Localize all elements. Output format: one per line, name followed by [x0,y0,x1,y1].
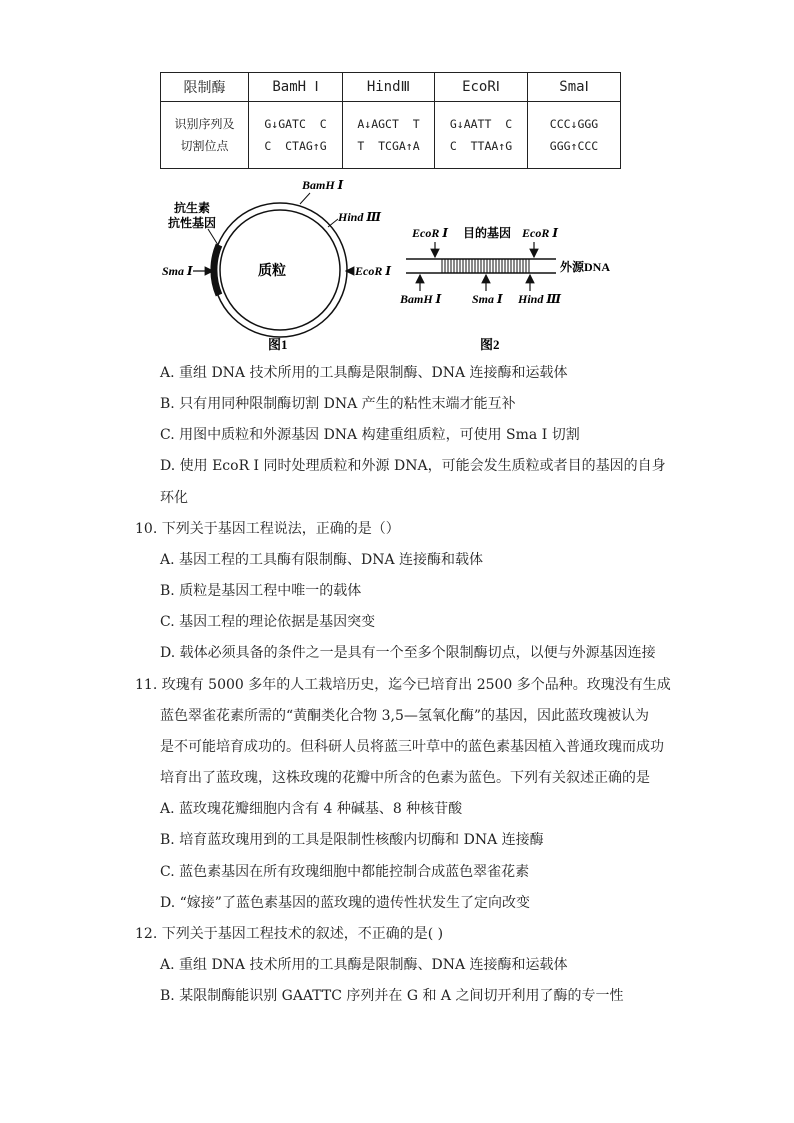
table-site-row [161,102,621,169]
fig1-antibiotic-label-1: 抗生素 [174,201,211,215]
site-hind [343,102,435,169]
fig1-plasmid-label: 质粒 [258,264,286,279]
fig1-hind-pointer [328,219,338,227]
row-label-line2: 切割位点 [180,139,229,153]
fig1-antibiotic-label-2: 抗性基因 [168,216,217,230]
q11-stem-line2: 蓝色翠雀花素所需的“黄酮类化合物 3,5—氢氧化酶”的基因，因此蓝玫瑰被认为 [160,708,650,724]
enzyme-name-ecor: EcoRⅠ [435,73,528,102]
q12-stem: 12. 下列关于基因工程技术的叙述，不正确的是( ) [135,926,444,942]
fig2-foreign-dna-label: 外源DNA [560,260,610,274]
table-header-label: 限制酶 [161,73,249,102]
q10-option-a: A. 基因工程的工具酶有限制酶、DNA 连接酶和载体 [160,552,484,568]
fig1-sma-label: Sma Ⅰ [162,264,193,278]
site-hind-bottom: T TCGA↑A [357,139,420,153]
enzyme-name-bamh: BamH Ⅰ [249,73,343,102]
antibiotic-gene-segment [214,245,219,295]
fig2-hind-label: Hind Ⅲ [518,292,561,306]
site-sma [528,102,621,169]
plasmid-and-dna-figure [150,175,630,355]
site-bamh [249,102,343,169]
fig1-hind-label: Hind Ⅲ [338,210,381,224]
q12-option-a: A. 重组 DNA 技术所用的工具酶是限制酶、DNA 连接酶和运载体 [160,957,568,973]
fig1-antibiotic-pointer [208,229,218,245]
fig2-target-gene-label: 目的基因 [463,226,512,240]
restriction-enzyme-table [160,72,621,169]
site-ecor [435,102,528,169]
q11-stem-line4: 培育出了蓝玫瑰，这株玫瑰的花瓣中所含的色素为蓝色。下列有关叙述正确的是 [160,770,650,786]
fig1-bamh-pointer [300,193,310,204]
site-bamh-top: G↓GATC C [264,117,327,131]
target-gene-region [442,259,529,273]
q11-stem-line3: 是不可能培育成功的。但科研人员将蓝三叶草中的蓝色素基因植入普通玫瑰而成功 [160,739,664,755]
enzyme-name-sma: SmaⅠ [528,73,621,102]
fig1-caption: 图1 [268,337,288,352]
fig2-ecor-right-label: EcoR Ⅰ [522,226,558,240]
fig2-ecor-left-label: EcoR Ⅰ [412,226,448,240]
figure2-foreign-dna [399,225,610,352]
q10-option-b: B. 质粒是基因工程中唯一的载体 [160,583,362,599]
site-ecor-top: G↓AATT C [449,117,513,131]
table-row-label [161,102,249,169]
enzyme-name-hind: HindⅢ [343,73,435,102]
q11-option-c: C. 蓝色素基因在所有玫瑰细胞中都能控制合成蓝色翠雀花素 [160,864,530,880]
table-header-row [161,73,621,102]
fig2-sma-label: Sma Ⅰ [472,292,503,306]
q10-option-c: C. 基因工程的理论依据是基因突变 [160,614,376,630]
site-sma-bottom: GGG↑CCC [549,139,599,153]
figure1-plasmid [162,178,391,352]
q9-option-b: B. 只有用同种限制酶切割 DNA 产生的粘性末端才能互补 [160,396,516,412]
q10-option-d: D. 载体必须具备的条件之一是具有一个至多个限制酶切点，以便与外源基因连接 [160,645,656,661]
q11-option-a: A. 蓝玫瑰花瓣细胞内含有 4 种碱基、8 种核苷酸 [160,801,463,817]
q12-option-b: B. 某限制酶能识别 GAATTC 序列并在 G 和 A 之间切开利用了酶的专一性 [160,988,624,1004]
site-ecor-bottom: C TTAA↑G [449,139,513,153]
fig2-bamh-label: BamH Ⅰ [400,292,442,306]
q11-option-d: D. “嫁接”了蓝色素基因的蓝玫瑰的遗传性状发生了定向改变 [160,895,530,911]
site-hind-top: A↓AGCT T [357,117,420,131]
site-bamh-bottom: C CTAG↑G [264,139,327,153]
fig1-bamh-label: BamH Ⅰ [302,178,344,192]
q10-stem: 10. 下列关于基因工程说法，正确的是（） [135,521,400,537]
q9-option-d-cont: 环化 [160,490,188,506]
fig2-caption: 图2 [480,337,500,352]
site-sma-top: CCC↓GGG [549,117,599,131]
row-label-line1: 识别序列及 [174,117,235,131]
q9-option-a: A. 重组 DNA 技术所用的工具酶是限制酶、DNA 连接酶和运载体 [160,365,568,381]
q9-option-d: D. 使用 EcoR I 同时处理质粒和外源 DNA，可能会发生质粒或者目的基因的自身 [160,458,666,474]
fig1-ecor-label: EcoR Ⅰ [355,264,391,278]
q11-option-b: B. 培育蓝玫瑰用到的工具是限制性核酸内切酶和 DNA 连接酶 [160,832,544,848]
q9-option-c: C. 用图中质粒和外源基因 DNA 构建重组质粒，可使用 Sma I 切割 [160,427,580,443]
q11-stem-line1: 11. 玫瑰有 5000 多年的人工栽培历史，迄今已培育出 2500 多个品种。玫瑰没有生成 [135,677,671,693]
